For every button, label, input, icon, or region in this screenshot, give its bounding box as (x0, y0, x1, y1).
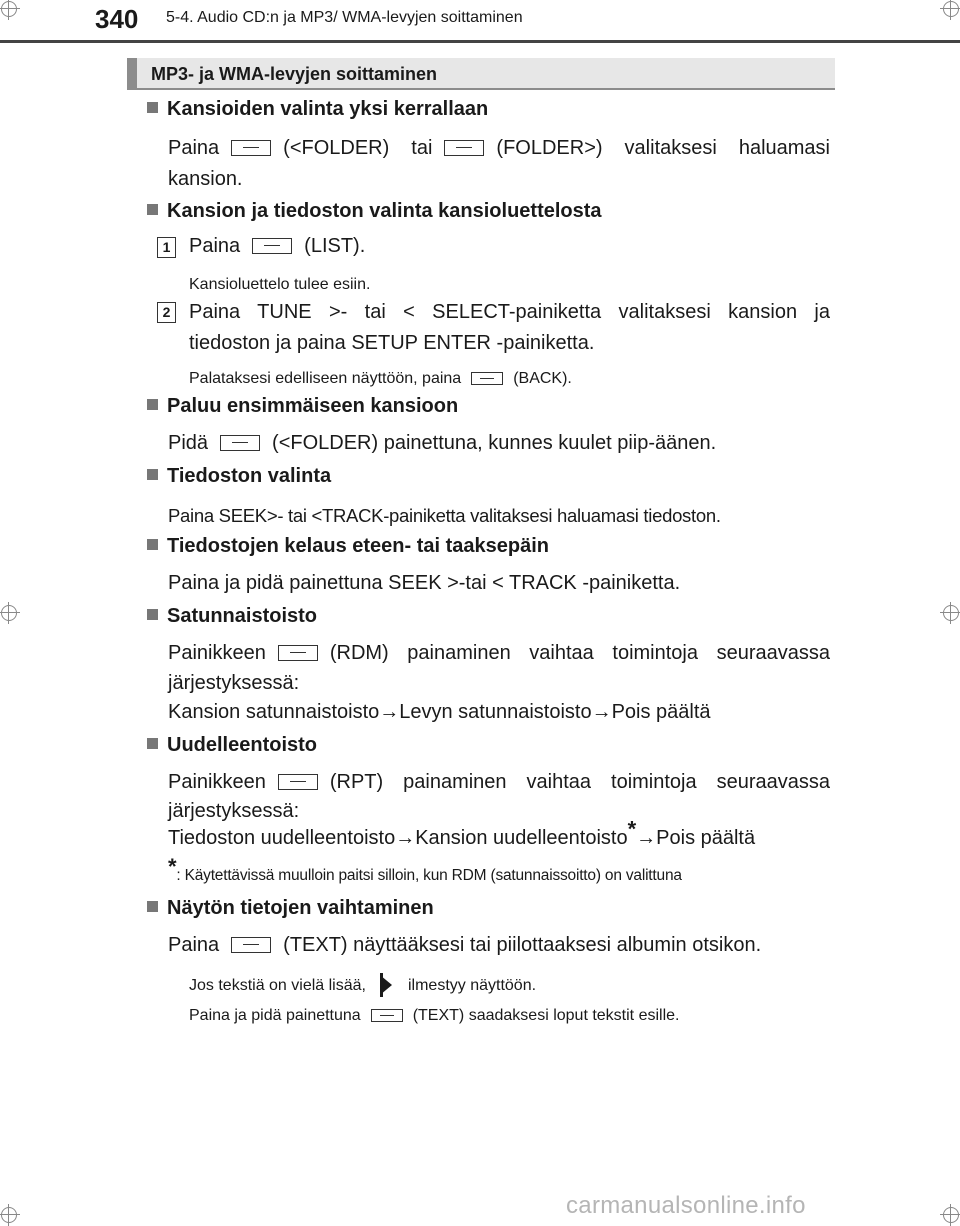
more-text-arrow-icon (380, 975, 392, 995)
heading-folder-select: Kansioiden valinta yksi kerrallaan (147, 98, 488, 121)
page-number: 340 (95, 4, 139, 34)
heading-seek: Tiedostojen kelaus eteen- tai taaksepäin (147, 535, 549, 558)
paragraph: kansion. (168, 168, 243, 190)
bullet-square-icon (147, 399, 158, 410)
paragraph: Paina SEEK>- tai <TRACK-painiketta valitaksesi haluamasi tiedoston. (168, 505, 721, 526)
bullet-square-icon (147, 609, 158, 620)
paragraph: Painikkeen (RPT) painaminen vaihtaa toimintoja seuraavassa (168, 771, 830, 793)
button-icon (444, 140, 484, 156)
bullet-square-icon (147, 539, 158, 550)
paragraph: Painikkeen (RDM) painaminen vaihtaa toimintoja seuraavassa (168, 642, 830, 664)
note: Kansioluettelo tulee esiin. (189, 276, 371, 293)
button-icon (471, 372, 503, 385)
note: Jos tekstiä on vielä lisää, ilmestyy näyttöön. (189, 977, 537, 994)
paragraph: Paina ja pidä painettuna SEEK >-tai < TRACK -painiketta. (168, 572, 681, 594)
crop-mark (0, 0, 20, 20)
note: Palataksesi edelliseen näyttöön, paina (BACK). (189, 370, 572, 387)
paragraph: Paina (TEXT) näyttääksesi tai piilottaaksesi albumin otsikon. (168, 934, 762, 956)
paragraph: Paina (<FOLDER) tai (FOLDER>) valitaksesi haluamasi (168, 137, 830, 159)
crop-mark (940, 1204, 960, 1226)
bullet-square-icon (147, 102, 158, 113)
note: Paina ja pidä painettuna (TEXT) saadaksesi loput tekstit esille. (189, 1007, 680, 1024)
bullet-square-icon (147, 901, 158, 912)
bullet-square-icon (147, 469, 158, 480)
crop-mark (0, 1204, 20, 1226)
crop-mark (940, 602, 960, 624)
button-icon (231, 937, 271, 953)
paragraph: Pidä (<FOLDER) painettuna, kunnes kuulet piip-äänen. (168, 432, 717, 454)
crop-mark (940, 0, 960, 20)
bullet-square-icon (147, 204, 158, 215)
button-icon (278, 645, 318, 661)
step-number: 2 (157, 302, 176, 323)
footnote: *: Käytettävissä muulloin paitsi silloin, kun RDM (satunnaissoitto) on valittuna (168, 853, 682, 884)
crop-mark (0, 602, 20, 624)
section-banner (127, 58, 835, 90)
button-icon (231, 140, 271, 156)
heading-first-folder: Paluu ensimmäiseen kansioon (147, 395, 458, 418)
button-icon (371, 1009, 403, 1022)
chapter-title: 5-4. Audio CD:n ja MP3/ WMA-levyjen soittaminen (166, 9, 523, 26)
bullet-square-icon (147, 738, 158, 749)
paragraph: Tiedoston uudelleentoisto→Kansion uudelleentoisto*→Pois päältä (168, 816, 756, 849)
paragraph: järjestyksessä: (168, 800, 300, 822)
step-text: Paina (LIST). (189, 235, 366, 257)
heading-random: Satunnaistoisto (147, 605, 317, 628)
watermark: carmanualsonline.info (566, 1192, 806, 1219)
header-rule (0, 40, 960, 43)
paragraph: Kansion satunnaistoisto→Levyn satunnaistoisto→Pois päältä (168, 701, 711, 723)
button-icon (252, 238, 292, 254)
step-text: Paina TUNE >- tai < SELECT-painiketta valitaksesi kansion ja (189, 301, 830, 323)
heading-display-info: Näytön tietojen vaihtaminen (147, 897, 434, 920)
heading-repeat: Uudelleentoisto (147, 734, 317, 757)
heading-file-select: Tiedoston valinta (147, 465, 331, 488)
button-icon (278, 774, 318, 790)
section-title: MP3- ja WMA-levyjen soittaminen (151, 64, 438, 84)
button-icon (220, 435, 260, 451)
heading-folder-list: Kansion ja tiedoston valinta kansioluettelosta (147, 200, 602, 223)
step-number: 1 (157, 237, 176, 258)
paragraph: järjestyksessä: (168, 672, 300, 694)
step-text: tiedoston ja paina SETUP ENTER -painiketta. (189, 332, 595, 354)
